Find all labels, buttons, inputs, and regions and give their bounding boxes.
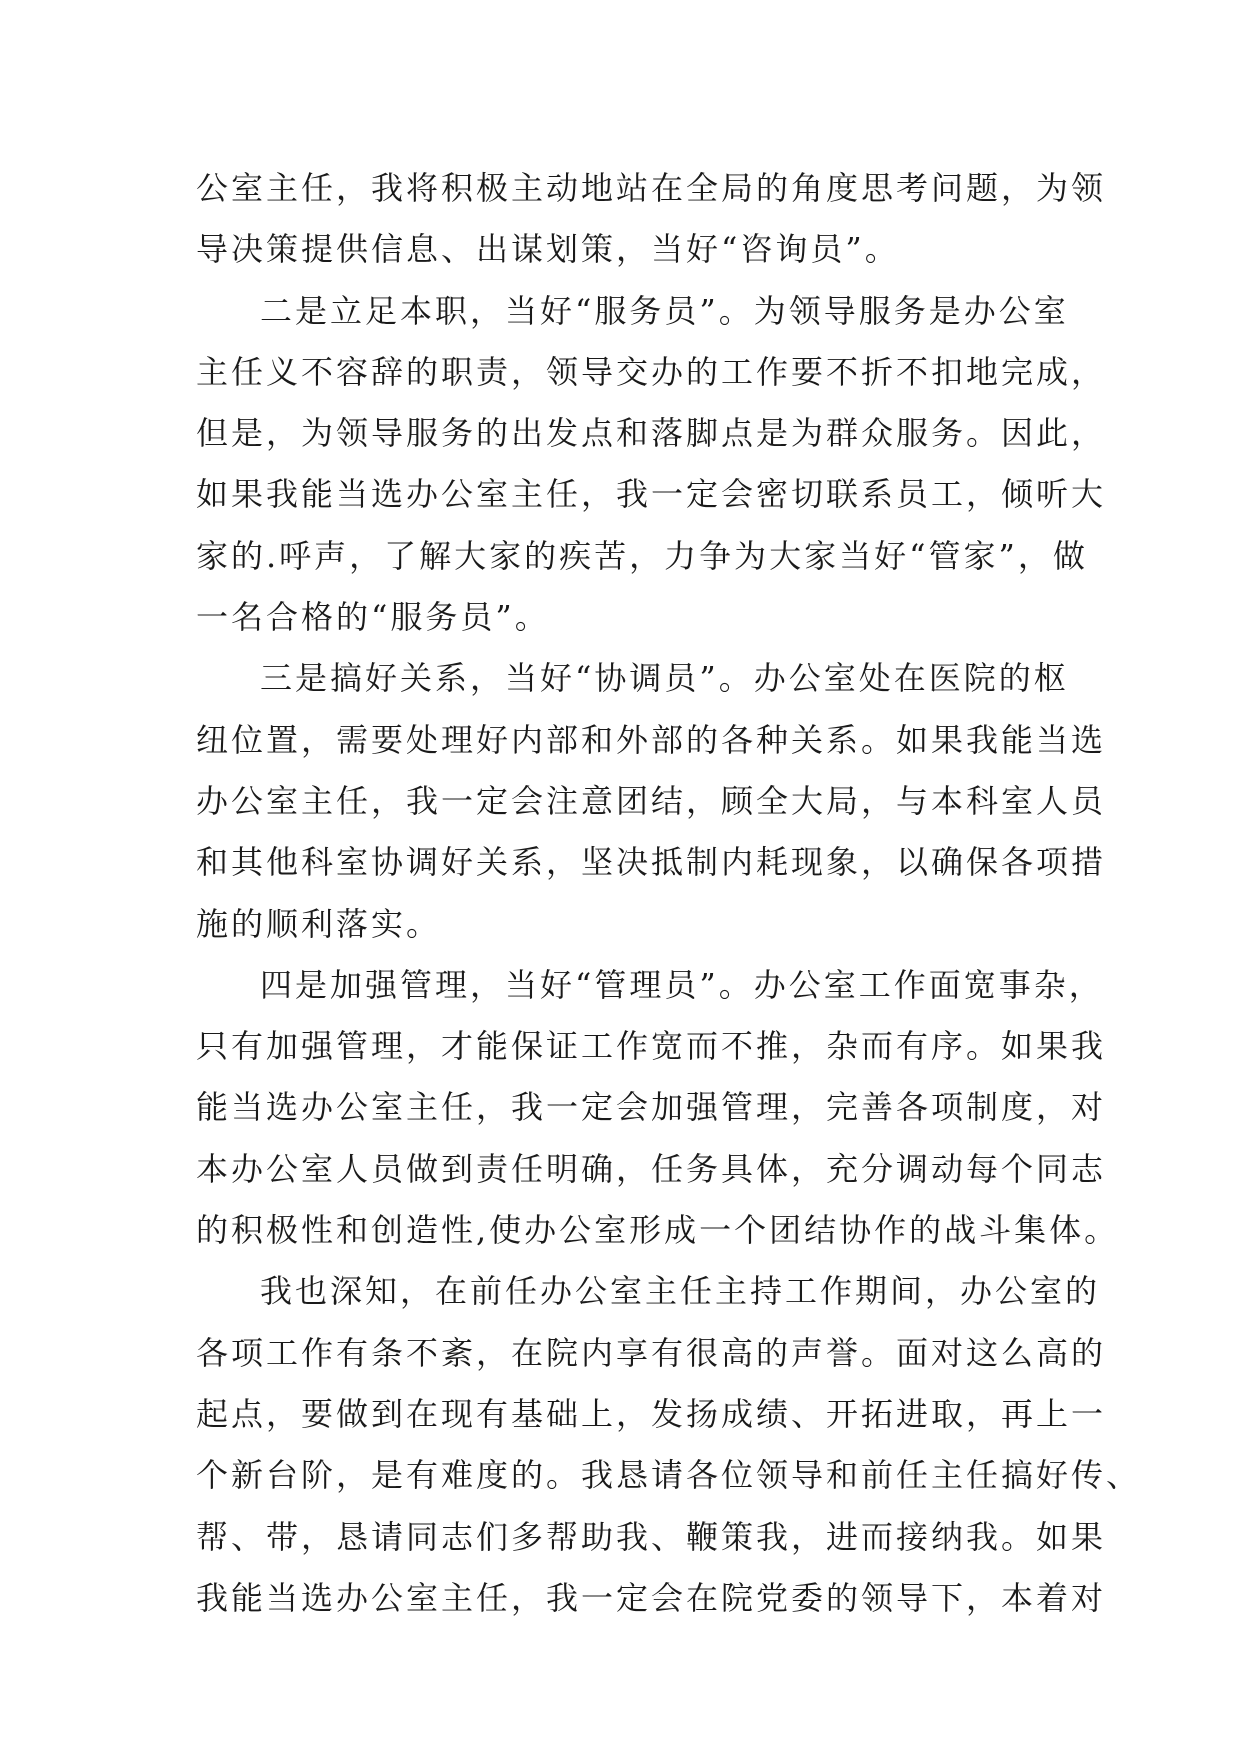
- text-line: 主任义不容辞的职责，领导交办的工作要不折不扣地完成，: [196, 352, 1107, 391]
- text-line: 一名合格的“服务员”。: [196, 598, 550, 637]
- paragraph-start-line: 二是立足本职，当好“服务员”。为领导服务是办公室: [260, 291, 1069, 330]
- text-line: 本办公室人员做到责任明确，任务具体，充分调动每个同志: [196, 1149, 1107, 1188]
- text-line: 的积极性和创造性,使办公室形成一个团结协作的战斗集体。: [196, 1211, 1120, 1250]
- text-line: 能当选办公室主任，我一定会加强管理，完善各项制度，对: [196, 1088, 1107, 1127]
- paragraph-start-line: 我也深知，在前任办公室主任主持工作期间，办公室的: [260, 1272, 1101, 1311]
- paragraph-start-line: 三是搞好关系，当好“协调员”。办公室处在医院的枢: [260, 659, 1069, 698]
- text-line: 帮、带，恳请同志们多帮助我、鞭策我，进而接纳我。如果: [196, 1517, 1107, 1556]
- text-line: 各项工作有条不紊，在院内享有很高的声誉。面对这么高的: [196, 1333, 1107, 1372]
- text-line: 我能当选办公室主任，我一定会在院党委的领导下，本着对: [196, 1578, 1107, 1617]
- text-line: 个新台阶，是有难度的。我恳请各位领导和前任主任搞好传、: [196, 1456, 1142, 1495]
- text-line: 和其他科室协调好关系，坚决抵制内耗现象，以确保各项措: [196, 843, 1107, 882]
- text-line: 公室主任，我将积极主动地站在全局的角度思考问题，为领: [196, 169, 1107, 207]
- text-line: 导决策提供信息、出谋划策，当好“咨询员”。: [196, 230, 900, 269]
- text-line: 如果我能当选办公室主任，我一定会密切联系员工，倾听大: [196, 475, 1107, 514]
- text-line: 办公室主任，我一定会注意团结，顾全大局，与本科室人员: [196, 781, 1107, 820]
- text-line: 纽位置，需要处理好内部和外部的各种关系。如果我能当选: [196, 720, 1107, 759]
- body-text: [196, 158, 1142, 1629]
- paragraph-start-line: 四是加强管理，当好“管理员”。办公室工作面宽事杂，: [260, 965, 1104, 1004]
- text-line: 家的.呼声，了解大家的疾苦，力争为大家当好“管家”，做: [196, 536, 1088, 575]
- text-line: 但是，为领导服务的出发点和落脚点是为群众服务。因此，: [196, 414, 1107, 453]
- text-line: 施的顺利落实。: [196, 904, 442, 943]
- text-line: 只有加强管理，才能保证工作宽而不推，杂而有序。如果我: [196, 1027, 1107, 1066]
- text-line: 起点，要做到在现有基础上，发扬成绩、开拓进取，再上一: [196, 1394, 1107, 1433]
